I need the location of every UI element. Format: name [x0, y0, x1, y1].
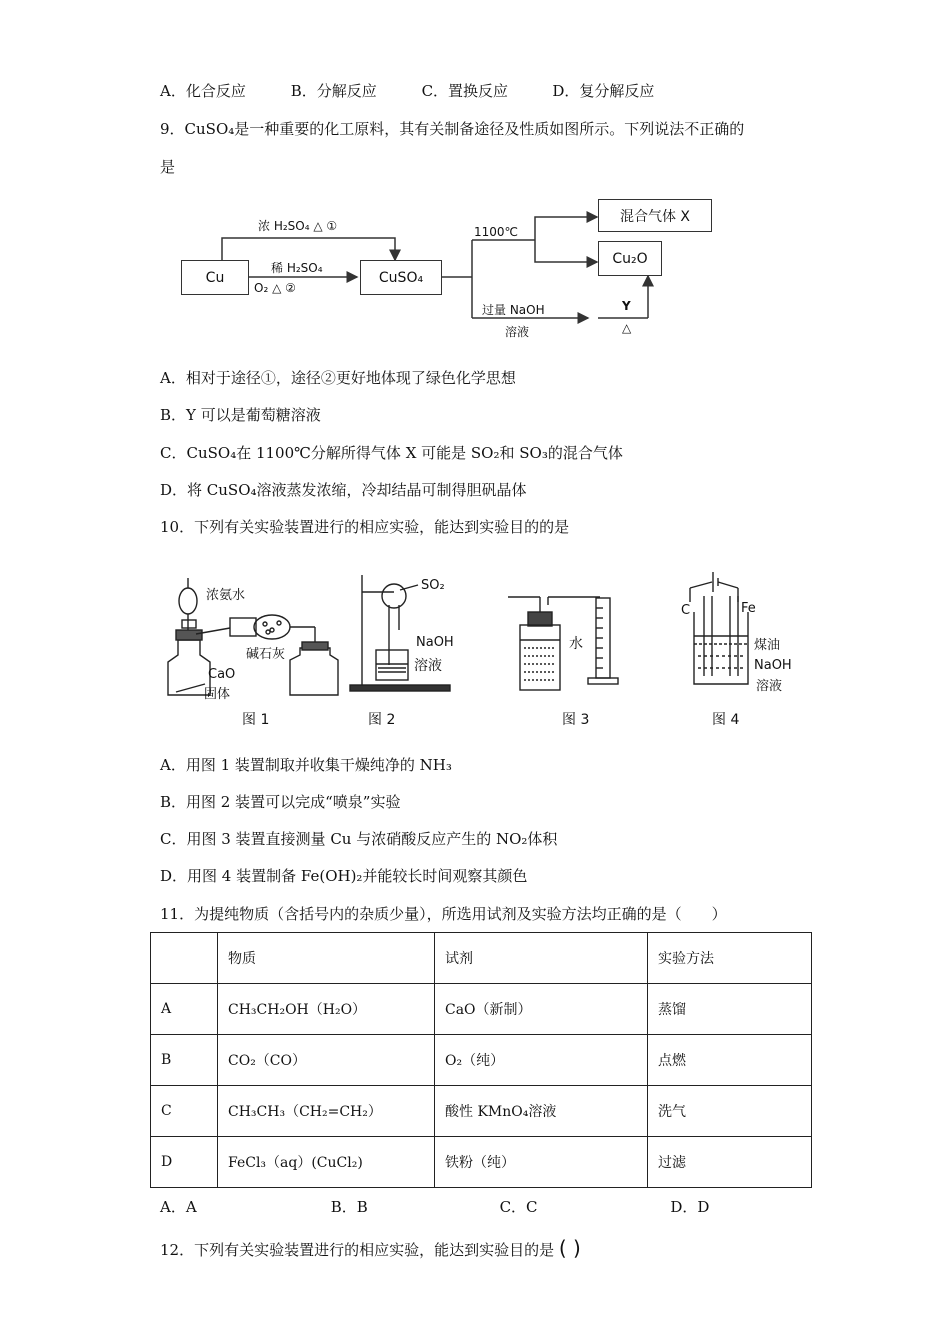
- fig1-cao-label2: 固体: [204, 687, 231, 702]
- q9-option-d: D．将 CuSO₄溶液蒸发浓缩，冷却结晶可制得胆矾晶体: [160, 481, 527, 499]
- table-cell: D: [151, 1137, 218, 1188]
- table-cell: FeCl₃（aq）(CuCl₂): [218, 1137, 435, 1188]
- q10-option-c: C．用图 3 装置直接测量 Cu 与浓硝酸反应产生的 NO₂体积: [160, 830, 558, 848]
- y-label: Y: [622, 299, 631, 313]
- q10-option-d: D．用图 4 装置制备 Fe(OH)₂并能较长时间观察其颜色: [160, 867, 528, 885]
- fig2-solution-label: 溶液: [414, 658, 442, 674]
- fig4-naoh-label: NaOH: [754, 658, 792, 673]
- q9-option-a: A．相对于途径①，途径②更好地体现了绿色化学思想: [160, 369, 516, 387]
- q8-option-a: A．化合反应: [160, 82, 246, 100]
- route2-label-bottom: O₂ △ ②: [254, 281, 296, 295]
- table-cell: CH₃CH₃（CH₂=CH₂）: [218, 1086, 435, 1137]
- fig3-water-label: 水: [569, 636, 583, 652]
- q9-stem-line1: 9．CuSO₄是一种重要的化工原料，其有关制备途径及性质如图所示。下列说法不正确的: [160, 120, 745, 138]
- fig4-fe-label: Fe: [741, 601, 756, 616]
- fig4-kerosene-label: 煤油: [754, 638, 781, 653]
- table-cell: B: [151, 1035, 218, 1086]
- q11-table: [150, 932, 812, 1188]
- naoh-label-bottom: 溶液: [505, 325, 530, 339]
- fig3-apparatus: [508, 597, 618, 690]
- q11-stem: 11．为提纯物质（含括号内的杂质少量），所选用试剂及实验方法均正确的是（ ）: [160, 905, 727, 923]
- gas-x-box: 混合气体 X: [598, 199, 712, 232]
- table-cell: CH₃CH₂OH（H₂O）: [218, 984, 435, 1035]
- header-cell: [151, 933, 218, 984]
- table-row: [151, 1137, 812, 1188]
- fig4-c-label: C: [681, 603, 691, 618]
- fig3-caption: 图 3: [562, 712, 590, 728]
- q12-stem: 12．下列有关实验装置进行的相应实验，能达到实验目的是: [160, 1241, 555, 1259]
- q9-stem-line2: 是: [160, 158, 176, 176]
- fig1-cao-label1: CaO: [208, 667, 236, 682]
- header-cell: 试剂: [435, 933, 648, 984]
- table-cell: 点燃: [648, 1035, 812, 1086]
- table-row: [151, 1086, 812, 1137]
- table-cell: 铁粉（纯）: [435, 1137, 648, 1188]
- table-cell: O₂（纯）: [435, 1035, 648, 1086]
- table-cell: 过滤: [648, 1137, 812, 1188]
- q8-option-b: B．分解反应: [290, 82, 377, 100]
- table-row: [151, 984, 812, 1035]
- fig1-apparatus: [168, 578, 338, 695]
- table-cell: CaO（新制）: [435, 984, 648, 1035]
- q10-option-b: B．用图 2 装置可以完成“喷泉”实验: [160, 793, 401, 811]
- q10-stem: 10．下列有关实验装置进行的相应实验，能达到实验目的的是: [160, 518, 570, 536]
- table-cell: 酸性 KMnO₄溶液: [435, 1086, 648, 1137]
- fig2-caption: 图 2: [368, 712, 396, 728]
- q8-option-d: D．复分解反应: [552, 82, 655, 100]
- q11-options: [160, 1196, 709, 1217]
- naoh-label-top: 过量 NaOH: [482, 303, 545, 317]
- cuso4-box: CuSO₄: [360, 260, 442, 295]
- route1-label: 浓 H₂SO₄ △ ①: [258, 219, 338, 233]
- table-row: [151, 1035, 812, 1086]
- table-cell: CO₂（CO）: [218, 1035, 435, 1086]
- q12-stem-line: [160, 1236, 581, 1260]
- fig4-solution-label: 溶液: [756, 679, 783, 694]
- fig2-so2-label: SO₂: [421, 578, 445, 593]
- header-cell: 实验方法: [648, 933, 812, 984]
- q11-option-b: B．B: [330, 1198, 368, 1216]
- q11-option-a: A．A: [160, 1198, 197, 1216]
- q9-option-c: C．CuSO₄在 1100℃分解所得气体 X 可能是 SO₂和 SO₃的混合气体: [160, 444, 623, 462]
- fig1-ammonia-label: 浓氨水: [206, 588, 246, 603]
- fig4-caption: 图 4: [712, 712, 740, 728]
- table-cell: C: [151, 1086, 218, 1137]
- q11-option-c: C．C: [499, 1198, 538, 1216]
- fig2-naoh-label: NaOH: [416, 635, 454, 650]
- temp-label: 1100℃: [474, 225, 519, 239]
- q11-option-d: D．D: [670, 1198, 710, 1216]
- cu-box: Cu: [181, 260, 249, 295]
- q8-option-c: C．置换反应: [421, 82, 509, 100]
- table-cell: A: [151, 984, 218, 1035]
- q9-option-b: B．Y 可以是葡萄糖溶液: [160, 406, 321, 424]
- q10-option-a: A．用图 1 装置制取并收集干燥纯净的 NH₃: [160, 756, 452, 774]
- cu2o-box: Cu₂O: [598, 241, 662, 276]
- header-cell: 物质: [218, 933, 435, 984]
- table-header-row: [151, 933, 812, 984]
- table-cell: 洗气: [648, 1086, 812, 1137]
- fig1-lime-label: 碱石灰: [246, 647, 286, 662]
- route2-label-top: 稀 H₂SO₄: [271, 261, 323, 275]
- q12-answer-paren: ( ): [558, 1236, 581, 1260]
- heat-label: △: [622, 321, 632, 335]
- table-cell: 蒸馏: [648, 984, 812, 1035]
- fig4-apparatus: [690, 572, 748, 684]
- fig1-caption: 图 1: [242, 712, 270, 728]
